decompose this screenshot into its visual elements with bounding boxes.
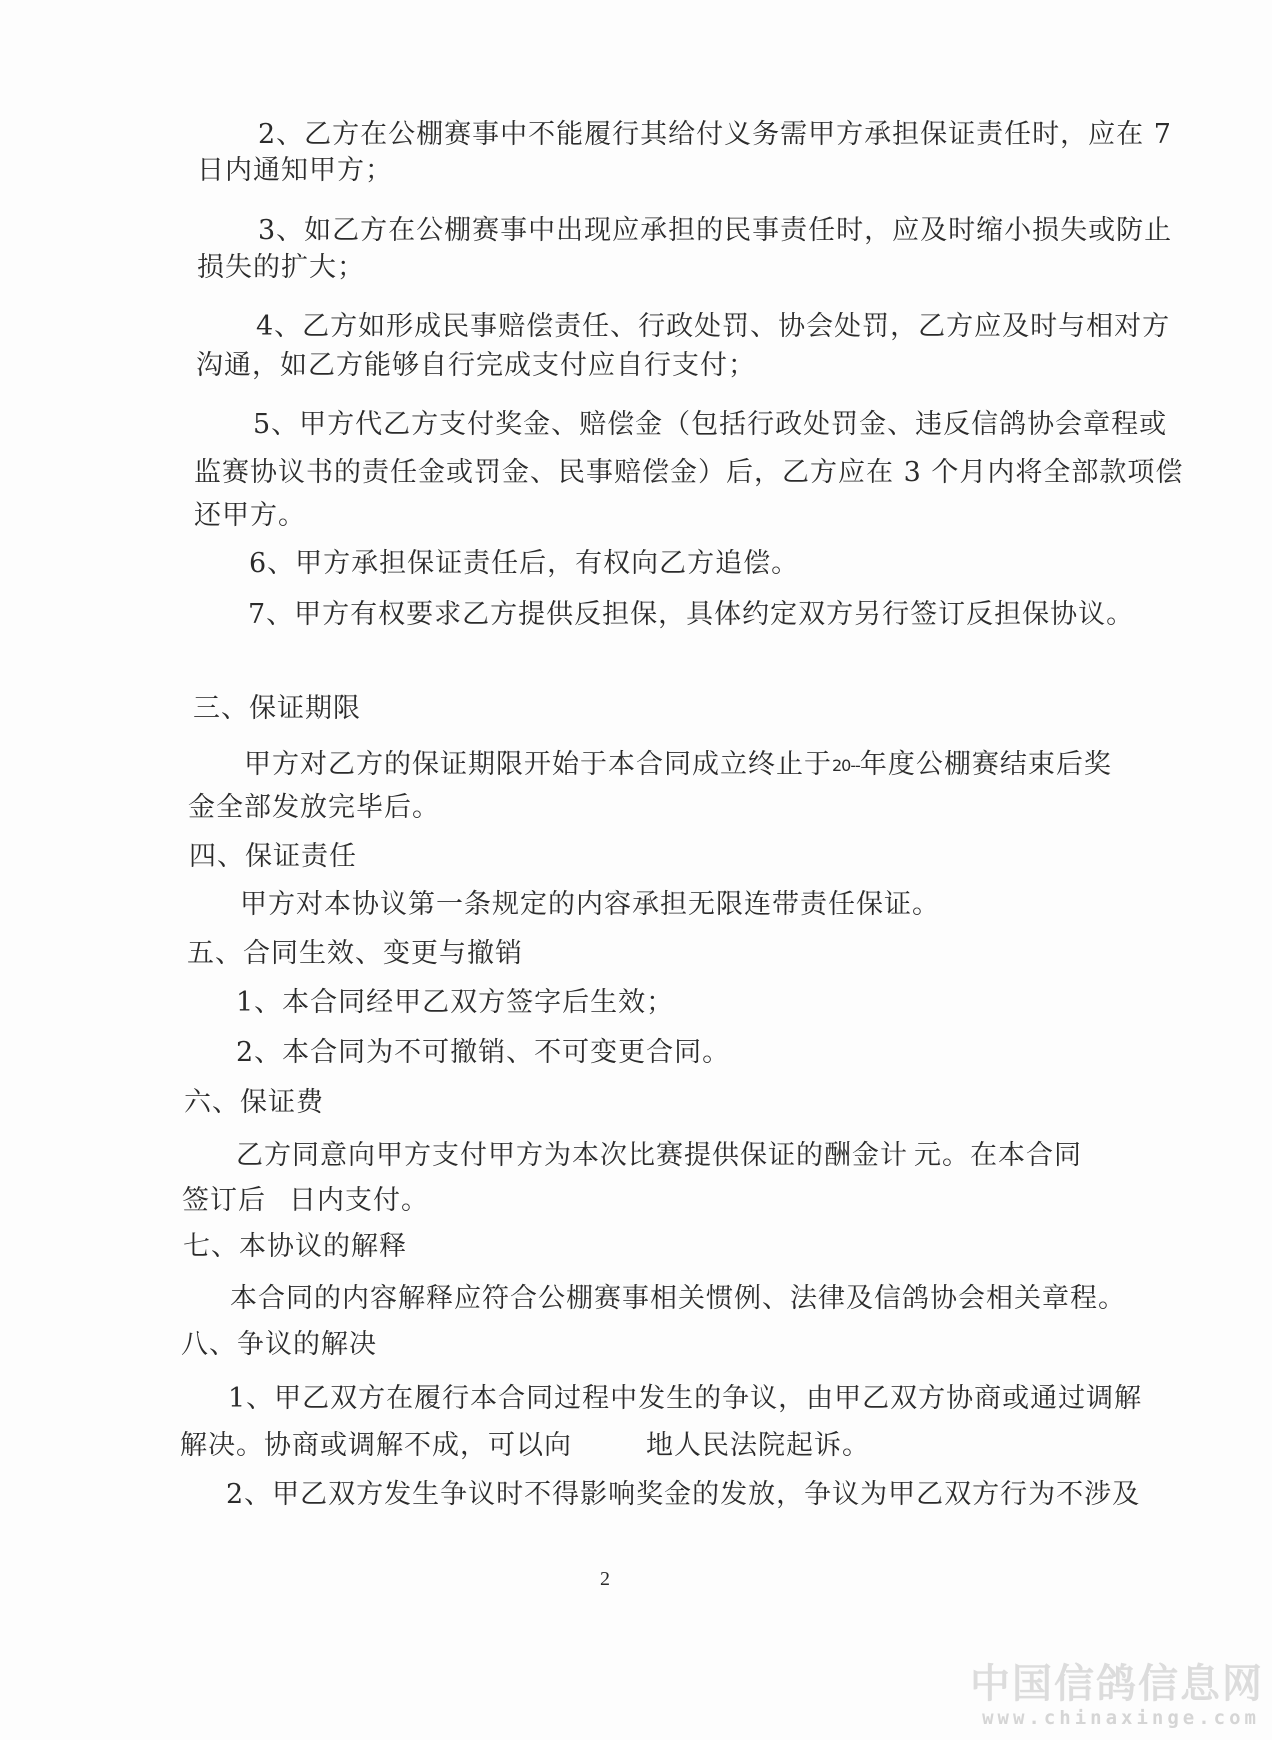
item-4-line-2: 沟通，如乙方能够自行完成支付应自行支付； bbox=[196, 350, 756, 381]
section-3-handwritten-year: 20-- bbox=[832, 756, 860, 775]
item-3-line-1: 3、如乙方在公棚赛事中出现应承担的民事责任时，应及时缩小损失或防止 bbox=[258, 215, 1173, 246]
section-5-line-2: 2、本合同为不可撤销、不可变更合同。 bbox=[236, 1037, 731, 1068]
item-6-line: 6、甲方承担保证责任后，有权向乙方追偿。 bbox=[249, 548, 800, 579]
section-6-line-2-end: 日内支付。 bbox=[289, 1185, 429, 1216]
section-6-line-2-start: 签订后 bbox=[182, 1185, 266, 1216]
section-8-line-3: 2、甲乙双方发生争议时不得影响奖金的发放，争议为甲乙双方行为不涉及 bbox=[226, 1479, 1141, 1510]
item-2-line-2: 日内通知甲方； bbox=[197, 155, 393, 186]
section-4-line-1: 甲方对本协议第一条规定的内容承担无限连带责任保证。 bbox=[240, 889, 940, 920]
section-6-heading: 六、保证费 bbox=[184, 1087, 324, 1118]
section-7-heading: 七、本协议的解释 bbox=[183, 1231, 407, 1262]
section-3-line-1-end: 年度公棚赛结束后奖 bbox=[859, 749, 1112, 780]
section-8-heading: 八、争议的解决 bbox=[181, 1329, 377, 1360]
item-5-line-2: 监赛协议书的责任金或罚金、民事赔偿金）后，乙方应在 3 个月内将全部款项偿 bbox=[194, 457, 1184, 488]
item-5-line-1: 5、甲方代乙方支付奖金、赔偿金（包括行政处罚金、违反信鸽协会章程或 bbox=[253, 409, 1168, 440]
section-3-line-1-start: 甲方对乙方的保证期限开始于本合同成立终止于 bbox=[244, 749, 832, 780]
watermark-url: www.chinaxinge.com bbox=[982, 1707, 1260, 1729]
section-8-line-1: 1、甲乙双方在履行本合同过程中发生的争议，由甲乙双方协商或通过调解 bbox=[228, 1383, 1143, 1414]
section-5-line-1: 1、本合同经甲乙双方签字后生效； bbox=[236, 987, 675, 1018]
section-3-heading: 三、保证期限 bbox=[193, 693, 361, 724]
item-2-line-1: 2、乙方在公棚赛事中不能履行其给付义务需甲方承担保证责任时，应在 7 bbox=[258, 119, 1172, 150]
section-3-line-1 bbox=[244, 742, 1112, 781]
item-5-line-3: 还甲方。 bbox=[194, 500, 306, 531]
section-8-line-2-start: 解决。协商或调解不成，可以向 bbox=[180, 1430, 572, 1461]
section-6-line-1-start: 乙方同意向甲方支付甲方为本次比赛提供保证的酬金计 bbox=[236, 1140, 908, 1171]
section-7-line-1: 本合同的内容解释应符合公棚赛事相关惯例、法律及信鸽协会相关章程。 bbox=[230, 1283, 1126, 1314]
item-4-line-1: 4、乙方如形成民事赔偿责任、行政处罚、协会处罚，乙方应及时与相对方 bbox=[256, 311, 1171, 342]
section-6-line-1-end: 元。在本合同 bbox=[914, 1140, 1082, 1171]
item-3-line-2: 损失的扩大； bbox=[197, 252, 365, 283]
page-number: 2 bbox=[600, 1568, 610, 1590]
item-7-line: 7、甲方有权要求乙方提供反担保，具体约定双方另行签订反担保协议。 bbox=[248, 599, 1135, 630]
section-5-heading: 五、合同生效、变更与撤销 bbox=[187, 938, 523, 969]
watermark-title: 中国信鸽信息网 bbox=[970, 1661, 1264, 1707]
section-4-heading: 四、保证责任 bbox=[189, 841, 357, 872]
section-8-line-2-end: 地人民法院起诉。 bbox=[646, 1430, 870, 1461]
section-3-line-2: 金全部发放完毕后。 bbox=[188, 792, 440, 823]
